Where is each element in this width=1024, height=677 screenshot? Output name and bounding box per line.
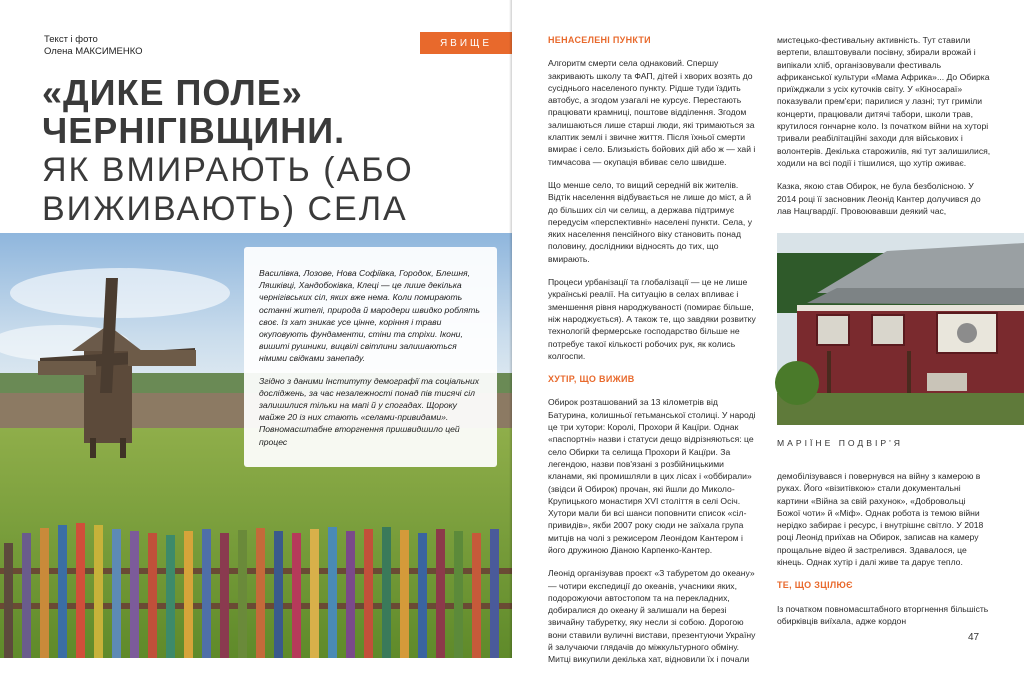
house-illustration <box>777 233 1024 425</box>
section-heading-healing: ТЕ, ЩО ЗЦІЛЮЄ <box>777 580 853 591</box>
body-paragraph: мистецько-фестивальну активність. Тут ставили вертепи, влаштовували посівну, збирали врожай і випікали хліб, організовували фестиваль африканської культури «Мама Африка»... До Обирка приїжджали з усіх куточків світу. У «Кіносараї» показували прем'єри; парилися у лазні; тут гриміли концерти, працювали дитячі табори, школи трав, крутилося гончарне коло. Із початком війни на хуторі тривали реабілітаційні заходи для військових і волонтерів. Декілька старожилів, які тут залишилися, ходили на всі події і тішилися, що хутір оживає. <box>777 35 991 168</box>
author-credits <box>44 34 143 58</box>
section-heading-unpopulated: НЕНАСЕЛЕНІ ПУНКТИ <box>548 35 651 45</box>
lead-paragraph-1: Василівка, Лозове, Нова Софіївка, Городок, Блешня, Ляшківці, Хандобоківка, Клеці — це лише декілька чернігівських сіл, яких вже нема. Коли помирають останні жителі, природа й мародери швидко роблять своє. Із хат зникає усе цінне, коріння і трави окуповують фундаменти, стіни та стріхи. Ікони, вишиті рушники, вицвілі світлини залишаються німими свідками занепаду. <box>259 268 480 364</box>
author-name: Олена МАКСИМЕНКО <box>44 46 143 57</box>
page-number: 47 <box>968 632 980 643</box>
title-line-2: ЧЕРНІГІВЩИНИ. <box>42 110 346 151</box>
article-title <box>42 74 492 228</box>
title-line-3: ЯК ВМИРАЮТЬ (АБО <box>42 151 414 189</box>
rubric-badge: ЯВИЩЕ <box>420 32 512 54</box>
body-paragraph: Алгоритм смерти села однаковий. Спершу закривають школу та ФАП, дітей і хворих возять до сусіднього населеного пункту. Рідше туди їздить автобус, а згодом узагалі не курсує. Перестають працювати крамниці, поштове відділення. Згодом залишаються лише старші люди, які тримаються за клаптик землі і звичне життя. Після їхньої смерти вмирає і село. Близькість бойових дій або ж — хай і тимчасова — окупація вбиває село швидше. <box>548 58 756 167</box>
photo-caption: МАРІЇНЕ ПОДВІР'Я <box>777 438 903 448</box>
body-paragraph: Що менше село, то вищий середній вік жителів. Відтік населення відбувається не лише до міст, а й до більших сіл чи селищ, а держава підтримує передусім «перспективні» населені пункти. Села, у яких населення пенсійного віку становить понад половину, дослідники відносять до тих, що вмирають. <box>548 179 753 264</box>
title-line-4: ВИЖИВАЮТЬ) СЕЛА <box>42 190 408 228</box>
body-paragraph: Казка, якою став Обирок, не була безболісною. У 2014 році її засновник Леонід Кантер долучився до лав Нацгвардії. Провоювавши деякий час, <box>777 181 981 216</box>
body-paragraph: Процеси урбанізації та глобалізації — це не лише українські реалії. На ситуацію в селах впливає і зменшення рівня народжуваності (помирає більше, ніж народжується). А також те, що завдяки розвитку технологій фермерське господарство більше не потребує такої кількості робочих рук, як колись колгоспи. <box>548 277 756 361</box>
left-page <box>0 0 512 658</box>
title-line-1: «ДИКЕ ПОЛЕ» <box>42 72 303 113</box>
section-heading-surviving: ХУТІР, ЩО ВИЖИВ <box>548 374 635 385</box>
lead-text-box <box>244 247 497 467</box>
lead-paragraph-2: Згідно з даними Інституту демографії та соціальних досліджень, за час незалежності понад пів тисячі сіл залишилися тільки на мапі й у спогадах. Щороку майже 20 із них стають «селами-привидами». Повномасштабне вторгнення пришвидшило цей процес <box>259 375 480 447</box>
right-page <box>512 0 1024 665</box>
credits-label: Текст і фото <box>44 34 98 45</box>
text-column-1 <box>548 34 758 677</box>
text-column-2-top <box>777 34 991 228</box>
body-paragraph: Леонід організував проєкт «З табуретом до океану» — чотири експедиції до океанів, учасники яких, подорожуючи автостопом та на перекладних, добиралися до океану й залишали на березі звичайну табуретку, яку несли зі собою. Дорогою вони ставили вуличні вистави, презентуючи Україну й залучаючи глядачів до міжкультурного обміну. Митці викупили декілька хат, відновили їх і почали <box>548 568 756 665</box>
body-paragraph: Обирок розташований за 13 кілометрів від Батурина, колишньої гетьманської столиці. У народі це три хутори: Королі, Прохори й Кацїри. Однак «паспортні» назви і статуси дещо відрізняються: це село Обирки та селища Прохори й Кацїри. За легендою, назви пов'язані з розбійницькими кланами, які промишляли в цих лісах і «оббирали» (звідси й Обирок) прочан, які йшли до Миколо-Крупицького монастиря XVI століття в селі Осіч. Хутори мали би всі шанси поповнити список «сіл-привидів», якби 2007 року сюди не заїхала група митців на чолі з режисером Леонідом Кантером і його дружиною Діаною Карпенко-Кантер. <box>548 397 756 555</box>
body-paragraph: Із початком повномасштабного вторгнення більшість обирківців виїхала, адже кордон <box>777 603 989 626</box>
house-photo <box>777 233 1024 425</box>
text-column-2-bottom <box>777 470 991 638</box>
body-paragraph: демобілізувався і повернувся на війну з камерою в руках. Його «візитівкою» стали документальні картини «Війна за свій рахунок», «Добровольці Божої чоти» й «Міф». Однак робота із темою війни нерідко забирає і ресурс, і внутрішнє світло. У 2018 році Леонід приїхав на Обирок, записав на камеру прощальне відео й застрелився. Здавалося, це кінець. Однак хутір і далі живе та дарує тепло. <box>777 471 984 568</box>
